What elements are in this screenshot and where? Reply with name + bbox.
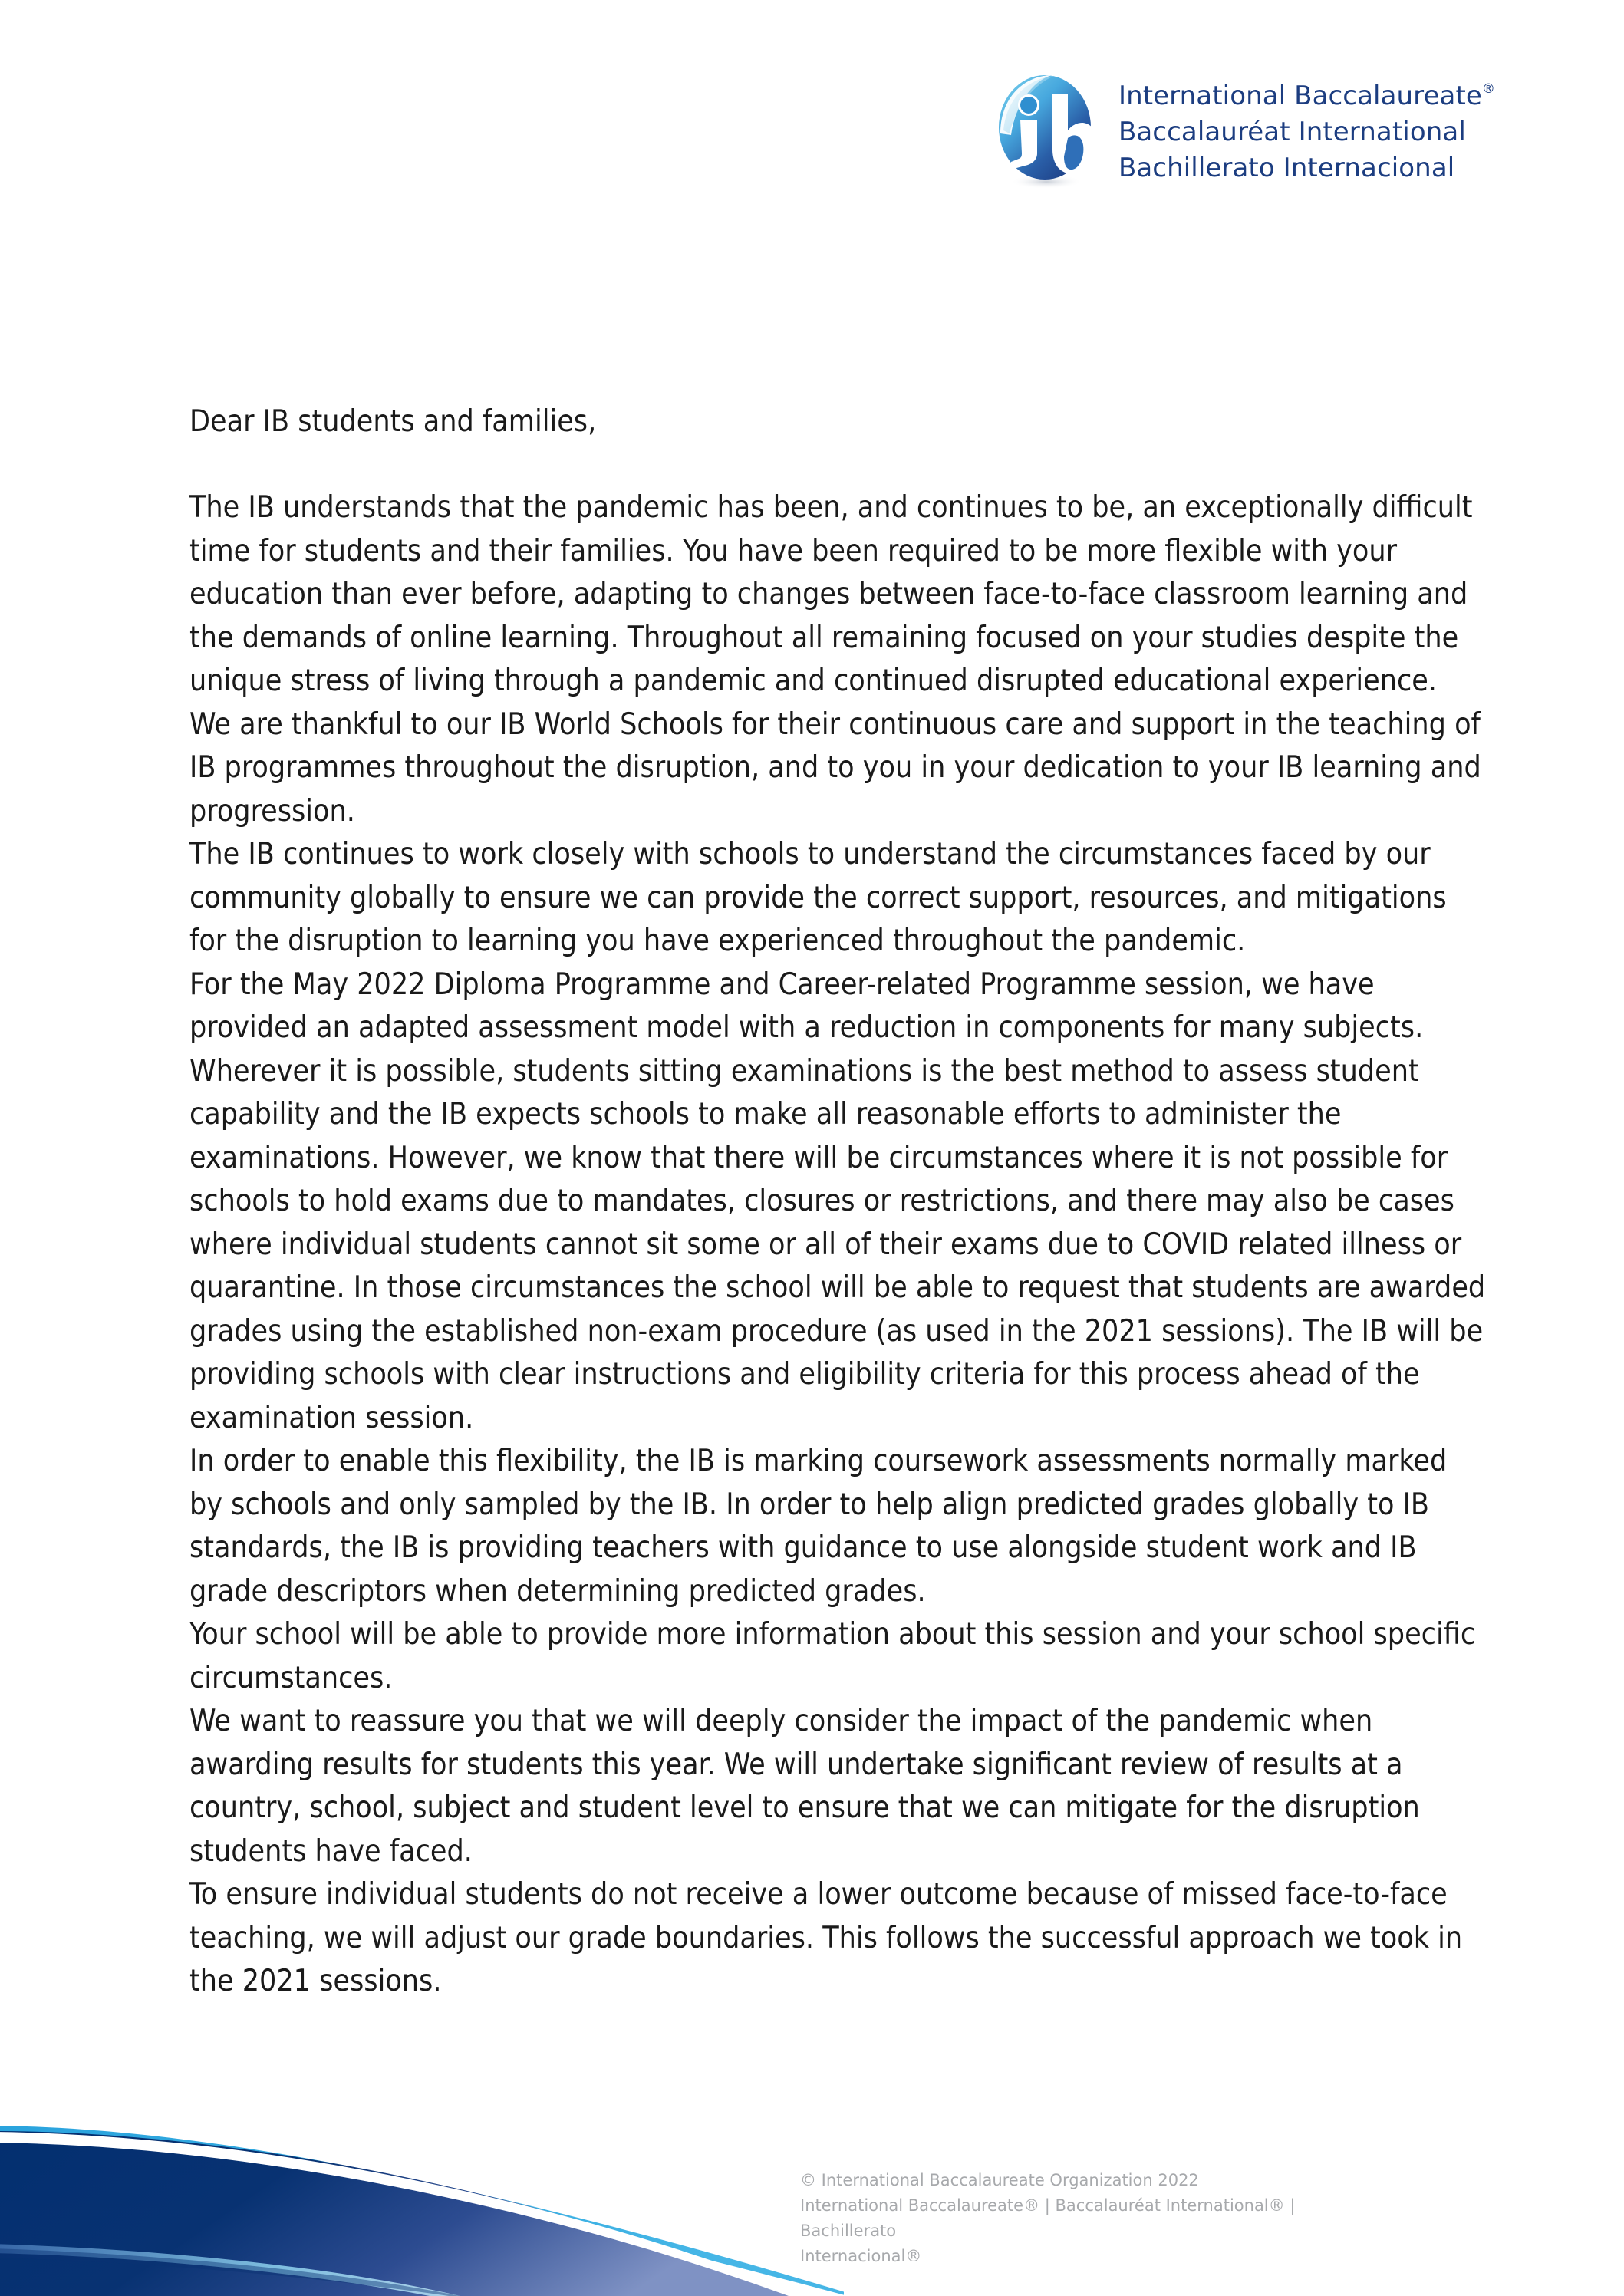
ib-wordmark (1118, 79, 1495, 186)
registered-mark-icon: ® (1481, 81, 1495, 97)
footer-trademark-line-continued: Internacional® (800, 2247, 922, 2265)
letter-body (189, 400, 1486, 2004)
footer-copyright (800, 2168, 1337, 2269)
paragraph: In order to enable this flexibility, the IB is marking coursework assessments normally marked by schools and only sampled by the IB. In order to help align predicted grades globally to IB standards, the IB is providing teachers with guidance to use alongside student work and IB grade descriptors when determining predicted grades. (189, 1444, 1448, 1609)
paragraph: To ensure individual students do not receive a lower outcome because of missed face-to-face teaching, we will adjust our grade boundaries. This follows the successful approach we took in the 2021 sessions. (189, 1877, 1463, 1998)
logo-line-english-text: International Baccalaureate (1118, 80, 1482, 111)
footer-trademark-line: International Baccalaureate® | Baccalauréat International® | Bachillerato (800, 2196, 1296, 2240)
ib-logo-icon (993, 74, 1099, 190)
letterhead (993, 74, 1495, 190)
logo-line-spanish: Bachillerato Internacional (1118, 152, 1455, 183)
paragraph: The IB continues to work closely with schools to understand the circumstances faced by our community globally to ensure we can provide the correct support, resources, and mitigations for the disruption to learning you have experienced throughout the pandemic. (189, 837, 1447, 958)
paragraph: For the May 2022 Diploma Programme and Career-related Programme session, we have provided an adapted assessment model with a reduction in components for many subjects. (189, 967, 1424, 1045)
footer-wave-graphic (0, 2066, 844, 2296)
logo-line-french: Baccalauréat International (1118, 116, 1466, 147)
salutation: Dear IB students and families, (189, 404, 597, 439)
paragraph: Wherever it is possible, students sitting examinations is the best method to assess student capability and the IB expects schools to make all reasonable efforts to administer the examinations. However, we know that there will be circumstances where it is not possible for schools to hold exams due to mandates, closures or restrictions, and there may also be cases where individual students cannot sit some or all of their exams due to COVID related illness or quarantine. In those circumstances the school will be able to request that students are awarded grades using the established non-exam procedure (as used in the 2021 sessions). The IB will be providing schools with clear instructions and eligibility criteria for this process ahead of the examination session. (189, 1053, 1486, 1435)
footer-copyright-line: © International Baccalaureate Organization 2022 (800, 2171, 1199, 2189)
paragraph: The IB understands that the pandemic has been, and continues to be, an exceptionally difficult time for students and their families. You have been required to be more flexible with your education than ever before, adapting to changes between face-to-face classroom learning and the demands of online learning. Throughout all remaining focused on your studies despite the unique stress of living through a pandemic and continued disrupted educational experience. We are thankful to our IB World Schools for their continuous care and support in the teaching of IB programmes throughout the disruption, and to you in your dedication to your IB learning and progression. (189, 490, 1481, 828)
paragraph: Your school will be able to provide more information about this session and your school specific circumstances. (189, 1617, 1476, 1695)
logo-line-english (1118, 79, 1495, 114)
paragraph: We want to reassure you that we will deeply consider the impact of the pandemic when awarding results for students this year. We will undertake significant review of results at a country, school, subject and student level to ensure that we can mitigate for the disruption students have faced. (189, 1704, 1420, 1869)
